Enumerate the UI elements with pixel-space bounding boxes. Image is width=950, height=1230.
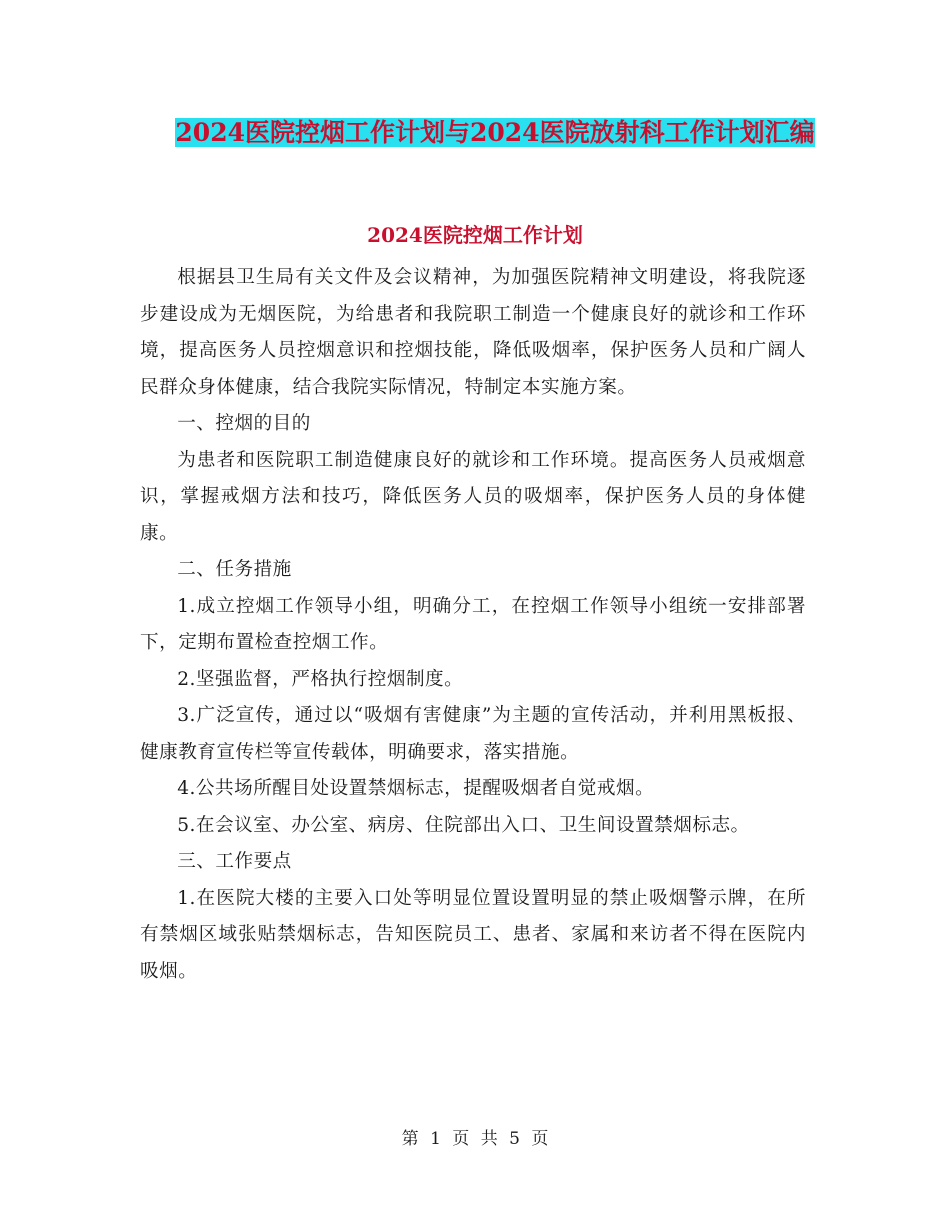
heading-control-purpose: 一、控烟的目的 <box>177 413 311 434</box>
paragraph-intro: 根据县卫生局有关文件及会议精神，为加强医院精神文明建设，将我院逐步建设成为无烟医院，为给患者和我院职工制造一个健康良好的就诊和工作环境，提高医务人员控烟意识和控烟技能，降低吸烟率，保护医务人员和广阔人民群众身体健康，结合我院实际情况，特制定本实施方案。 <box>140 267 806 398</box>
page-footer: 第 1 页 共 5 页 <box>401 1129 549 1149</box>
list-item-measure-4: 4.公共场所醒目处设置禁烟标志，提醒吸烟者自觉戒烟。 <box>177 778 655 799</box>
list-item-measure-3: 3.广泛宣传，通过以“吸烟有害健康”为主题的宣传活动，并利用黑板报、健康教育宣传栏等宣传载体，明确要求，落实措施。 <box>140 705 806 763</box>
list-item-measure-2: 2.坚强监督，严格执行控烟制度。 <box>177 668 464 690</box>
section-title: 2024医院控烟工作计划 <box>367 223 583 247</box>
list-item-point-1: 1.在医院大楼的主要入口处等明显位置设置明显的禁止吸烟警示牌，在所有禁烟区域张贴禁烟标志，告知医院员工、患者、家属和来访者不得在医院内吸烟。 <box>140 887 806 982</box>
heading-task-measures: 二、任务措施 <box>177 559 292 580</box>
document-body <box>140 260 806 990</box>
paragraph-purpose: 为患者和医院职工制造健康良好的就诊和工作环境。提高医务人员戒烟意识，掌握戒烟方法和技巧，降低医务人员的吸烟率，保护医务人员的身体健康。 <box>140 449 806 544</box>
heading-work-points: 三、工作要点 <box>177 851 292 872</box>
list-item-measure-5: 5.在会议室、办公室、病房、住院部出入口、卫生间设置禁烟标志。 <box>177 814 750 836</box>
document-title-text: 2024医院控烟工作计划与2024医院放射科工作计划汇编 <box>175 118 815 147</box>
list-item-measure-1: 1.成立控烟工作领导小组，明确分工，在控烟工作领导小组统一安排部署下，定期布置检查控烟工作。 <box>140 595 806 653</box>
document-title <box>140 110 850 155</box>
